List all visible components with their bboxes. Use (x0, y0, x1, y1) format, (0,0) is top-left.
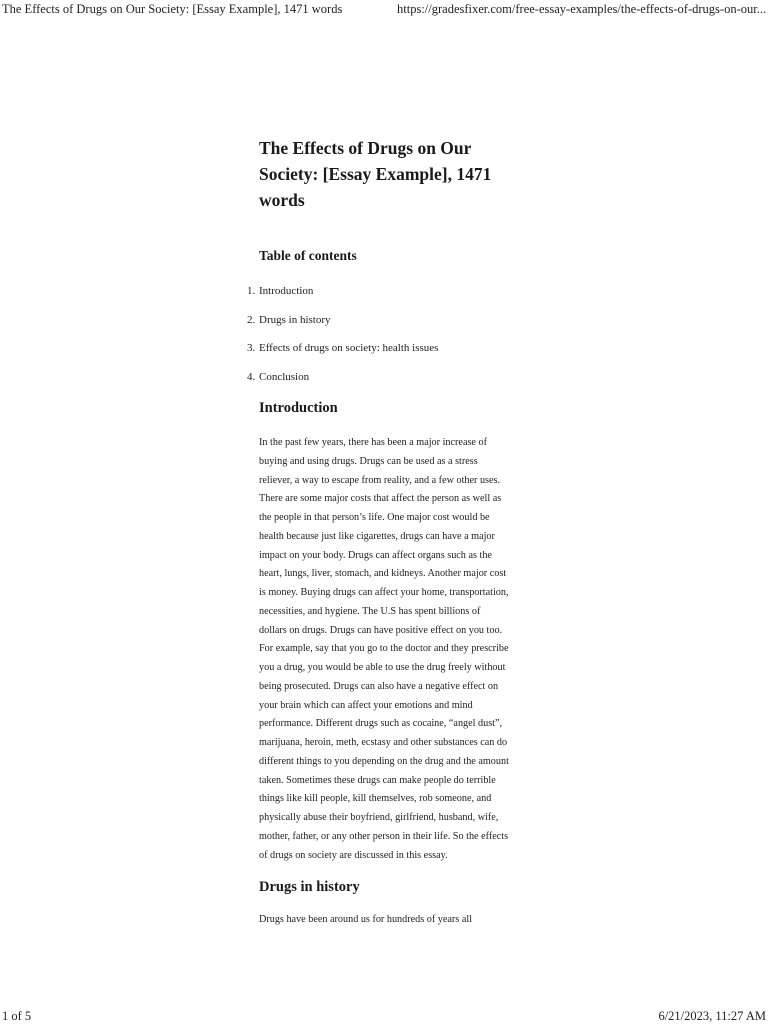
section-body-drugs-in-history: Drugs have been around us for hundreds of years all (259, 914, 473, 926)
toc-link-drugs-in-history[interactable]: Drugs in history (259, 313, 331, 326)
toc-item-number: 1. (247, 285, 256, 297)
toc-item-introduction[interactable] (247, 284, 511, 298)
print-datetime: 6/21/2023, 11:27 AM (658, 1009, 766, 1023)
article (247, 135, 511, 930)
toc-item-drugs-in-history[interactable] (247, 313, 511, 327)
toc-item-number: 2. (247, 313, 256, 326)
article-title: The Effects of Drugs on Our Society: [Essay Example], 1471 words (259, 138, 492, 210)
toc-item-conclusion[interactable] (247, 370, 511, 384)
page-number: 1 of 5 (2, 1009, 32, 1023)
section-heading-drugs-in-history: Drugs in history (259, 879, 360, 896)
print-footer (0, 1009, 768, 1024)
toc-item-health-issues[interactable] (247, 341, 511, 355)
print-header-url: https://gradesfixer.com/free-essay-examples/the-effects-of-drugs-on-our... (397, 2, 767, 16)
table-of-contents (247, 284, 511, 384)
print-header-title: The Effects of Drugs on Our Society: [Essay Example], 1471 words (2, 2, 343, 16)
print-header (0, 0, 768, 18)
toc-item-number: 4. (247, 370, 256, 383)
section-body-introduction: In the past few years, there has been a major increase of buying and using drugs. Drugs can be used as a stress reliever, a way to escape from reality, and a few other uses. There are some major costs that affect the person as well as the people in that person’s life. One major cost would be health because just like cigarettes, drugs can have a major impact on your body. Drugs can affect organs such as the heart, lungs, liver, stomach, and kidneys. Another major cost is money. Buying drugs can affect your home, transportation, necessities, and hygiene. The U.S has spent billions of dollars on drugs. Drugs can have positive effect on you too. For example, say that you go to the doctor and they prescribe you a drug, you would be able to use the drug freely without being prosecuted. Drugs can also have a negative effect on your brain which can affect your emotions and mind performance. Different drugs such as cocaine, “angel dust”, marijuana, heroin, meth, ecstasy and other substances can do different things to you depending on the drug and the amount taken. Sometimes these drugs can make people do terrible things like kill people, kill themselves, rob someone, and physically abuse their boyfriend, girlfriend, husband, wife, mother, father, or any other person in their life. So the effects of drugs on society are discussed in this essay. (259, 437, 509, 861)
toc-link-health-issues[interactable]: Effects of drugs on society: health issues (259, 342, 439, 354)
toc-link-conclusion[interactable]: Conclusion (259, 370, 310, 383)
section-heading-introduction: Introduction (259, 400, 338, 416)
toc-title: Table of contents (259, 248, 357, 263)
toc-item-number: 3. (247, 342, 256, 354)
toc-link-introduction[interactable]: Introduction (259, 285, 314, 297)
